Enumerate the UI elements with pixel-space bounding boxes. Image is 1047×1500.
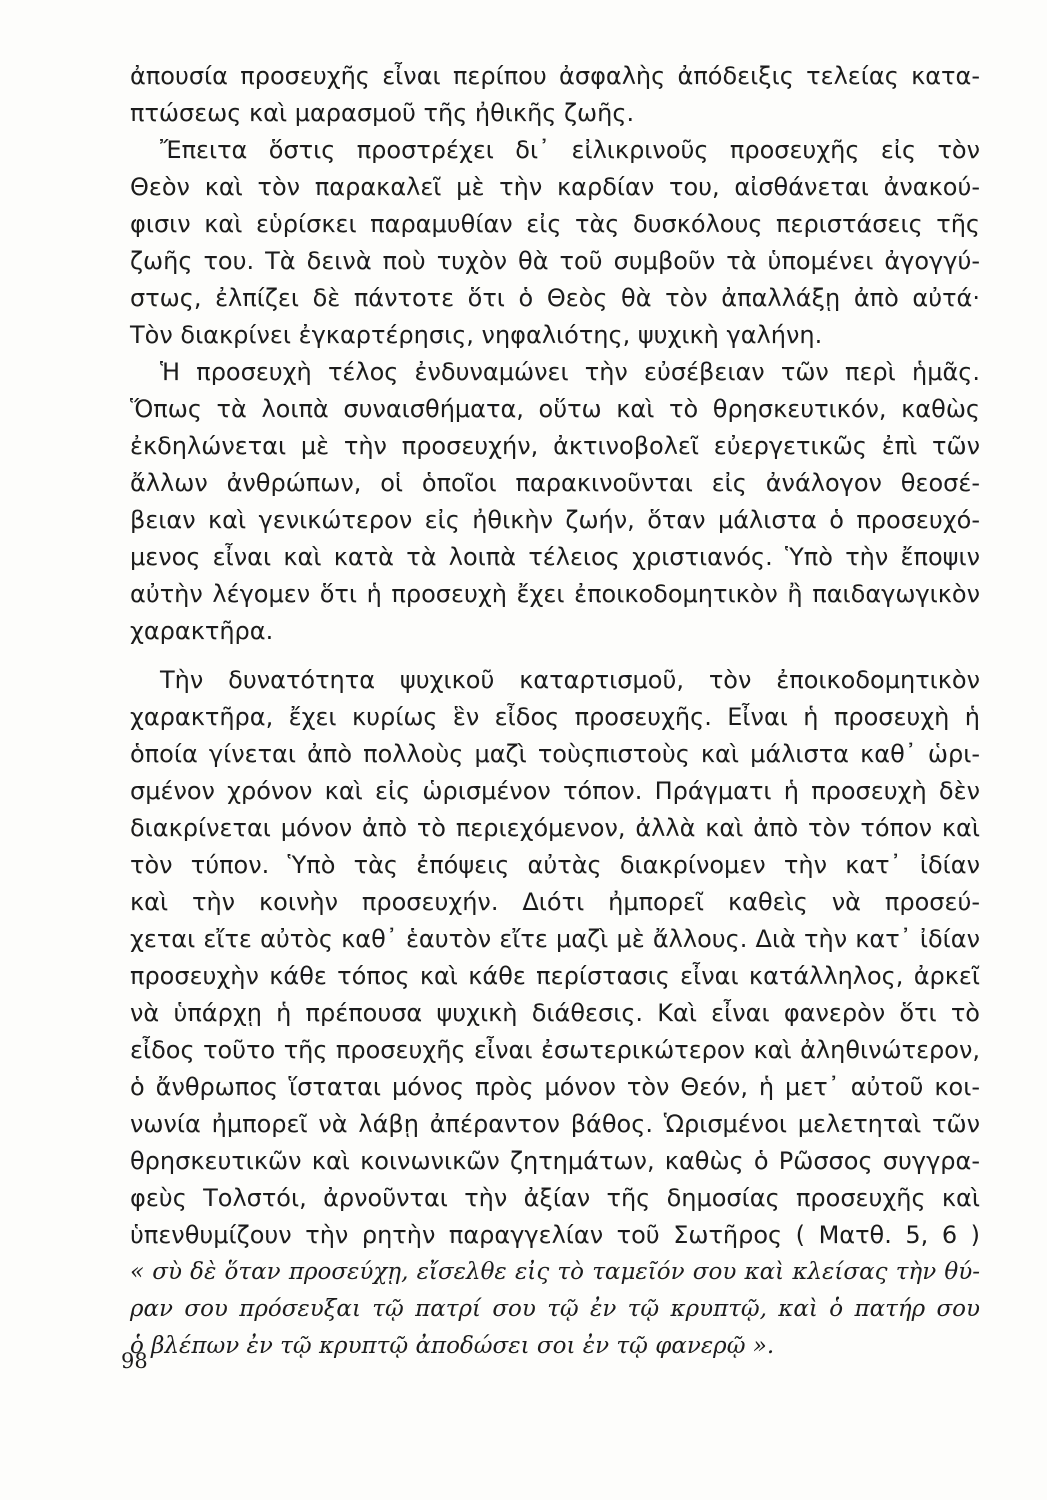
- text-line: ὑπενθυμίζουν τὴν ρητὴν παραγγελίαν τοῦ Σωτῆρος ( Ματθ. 5, 6 ): [130, 1221, 980, 1249]
- text-line: ἐκδηλώνεται μὲ τὴν προσευχήν, ἀκτινοβολεῖ εὐεργετικῶς ἐπὶ τῶν: [130, 432, 980, 460]
- text-line: μενος εἶναι καὶ κατὰ τὰ λοιπὰ τέλειος χριστιανός. Ὑπὸ τὴν ἔποψιν: [130, 543, 980, 571]
- text-line: τὸν τύπον. Ὑπὸ τὰς ἐπόψεις αὐτὰς διακρίνομεν τὴν κατ᾿ ἰδίαν: [130, 851, 980, 879]
- text-line: Θεὸν καὶ τὸν παρακαλεῖ μὲ τὴν καρδίαν του, αἰσθάνεται ἀνακού-: [130, 173, 980, 201]
- text-line: χαρακτῆρα.: [130, 617, 274, 645]
- quote-line: ραν σου πρόσευξαι τῷ πατρί σου τῷ ἐν τῷ κρυπτῷ, καὶ ὁ πατήρ σου: [130, 1296, 980, 1322]
- text-line: ὁποία γίνεται ἀπὸ πολλοὺς μαζὶ τοὺςπιστοὺς καὶ μάλιστα καθ᾿ ὡρι-: [130, 740, 980, 768]
- text-line: καὶ τὴν κοινὴν προσευχήν. Διότι ἠμπορεῖ καθεὶς νὰ προσεύ-: [130, 888, 980, 916]
- text-line: αὐτὴν λέγομεν ὅτι ἡ προσευχὴ ἔχει ἐποικοδομητικὸν ἢ παιδαγωγικὸν: [130, 580, 980, 608]
- text-line: Ἡ προσευχὴ τέλος ἐνδυναμώνει τὴν εὐσέβειαν τῶν περὶ ἡμᾶς.: [160, 358, 980, 386]
- text-line: Ἔπειτα ὅστις προστρέχει δι᾿ εἰλικρινοῦς προσευχῆς εἰς τὸν: [160, 136, 980, 164]
- text-line: βειαν καὶ γενικώτερον εἰς ἠθικὴν ζωήν, ὅταν μάλιστα ὁ προσευχό-: [130, 506, 980, 534]
- text-line: χαρακτῆρα, ἔχει κυρίως ἓν εἶδος προσευχῆς. Εἶναι ἡ προσευχὴ ἡ: [130, 703, 980, 731]
- text-line: σμένον χρόνον καὶ εἰς ὡρισμένον τόπον. Πράγματι ἡ προσευχὴ δὲν: [130, 777, 980, 805]
- text-line: διακρίνεται μόνον ἀπὸ τὸ περιεχόμενον, ἀλλὰ καὶ ἀπὸ τὸν τόπον καὶ: [130, 814, 980, 842]
- text-line: φεὺς Τολστόι, ἀρνοῦνται τὴν ἀξίαν τῆς δημοσίας προσευχῆς καὶ: [130, 1184, 980, 1212]
- text-line: Τὸν διακρίνει ἐγκαρτέρησις, νηφαλιότης, ψυχικὴ γαλήνη.: [130, 321, 823, 349]
- text-line: ἀπουσία προσευχῆς εἶναι περίπου ἀσφαλὴς ἀπόδειξις τελείας κατα-: [130, 62, 980, 90]
- text-line: νωνία ἠμπορεῖ νὰ λάβῃ ἀπέραντον βάθος. Ὡρισμένοι μελετηταὶ τῶν: [130, 1110, 980, 1138]
- text-line: χεται εἴτε αὐτὸς καθ᾿ ἑαυτὸν εἴτε μαζὶ μὲ ἄλλους. Διὰ τὴν κατ᾿ ἰδίαν: [130, 925, 980, 953]
- text-line: εἶδος τοῦτο τῆς προσευχῆς εἶναι ἐσωτερικώτερον καὶ ἀληθινώτερον,: [130, 1036, 980, 1064]
- text-line: Τὴν δυνατότητα ψυχικοῦ καταρτισμοῦ, τὸν ἐποικοδομητικὸν: [160, 666, 980, 694]
- text-line: Ὅπως τὰ λοιπὰ συναισθήματα, οὕτω καὶ τὸ θρησκευτικόν, καθὼς: [130, 395, 980, 423]
- text-line: ἄλλων ἀνθρώπων, οἱ ὁποῖοι παρακινοῦνται εἰς ἀνάλογον θεοσέ-: [130, 469, 980, 497]
- page-number: 98: [121, 1349, 148, 1373]
- text-line: πτώσεως καὶ μαρασμοῦ τῆς ἠθικῆς ζωῆς.: [130, 99, 635, 127]
- quote-line: ὁ βλέπων ἐν τῷ κρυπτῷ ἀποδώσει σοι ἐν τῷ φανερῷ ».: [130, 1333, 775, 1359]
- text-line: ὁ ἄνθρωπος ἵσταται μόνος πρὸς μόνον τὸν Θεόν, ἡ μετ᾿ αὐτοῦ κοι-: [130, 1073, 980, 1101]
- text-line: ζωῆς του. Τὰ δεινὰ ποὺ τυχὸν θὰ τοῦ συμβοῦν τὰ ὑπομένει ἀγογγύ-: [130, 247, 980, 275]
- quote-line: « σὺ δὲ ὅταν προσεύχῃ, εἴσελθε εἰς τὸ ταμεῖόν σου καὶ κλείσας τὴν θύ-: [130, 1259, 980, 1285]
- text-line: στως, ἐλπίζει δὲ πάντοτε ὅτι ὁ Θεὸς θὰ τὸν ἀπαλλάξῃ ἀπὸ αὐτά·: [130, 284, 980, 312]
- text-line: νὰ ὑπάρχῃ ἡ πρέπουσα ψυχικὴ διάθεσις. Καὶ εἶναι φανερὸν ὅτι τὸ: [130, 999, 980, 1027]
- text-line: προσευχὴν κάθε τόπος καὶ κάθε περίστασις εἶναι κατάλληλος, ἀρκεῖ: [130, 962, 980, 990]
- text-line: φισιν καὶ εὑρίσκει παραμυθίαν εἰς τὰς δυσκόλους περιστάσεις τῆς: [130, 210, 980, 238]
- text-line: θρησκευτικῶν καὶ κοινωνικῶν ζητημάτων, καθὼς ὁ Ρῶσσος συγγρα-: [130, 1147, 980, 1175]
